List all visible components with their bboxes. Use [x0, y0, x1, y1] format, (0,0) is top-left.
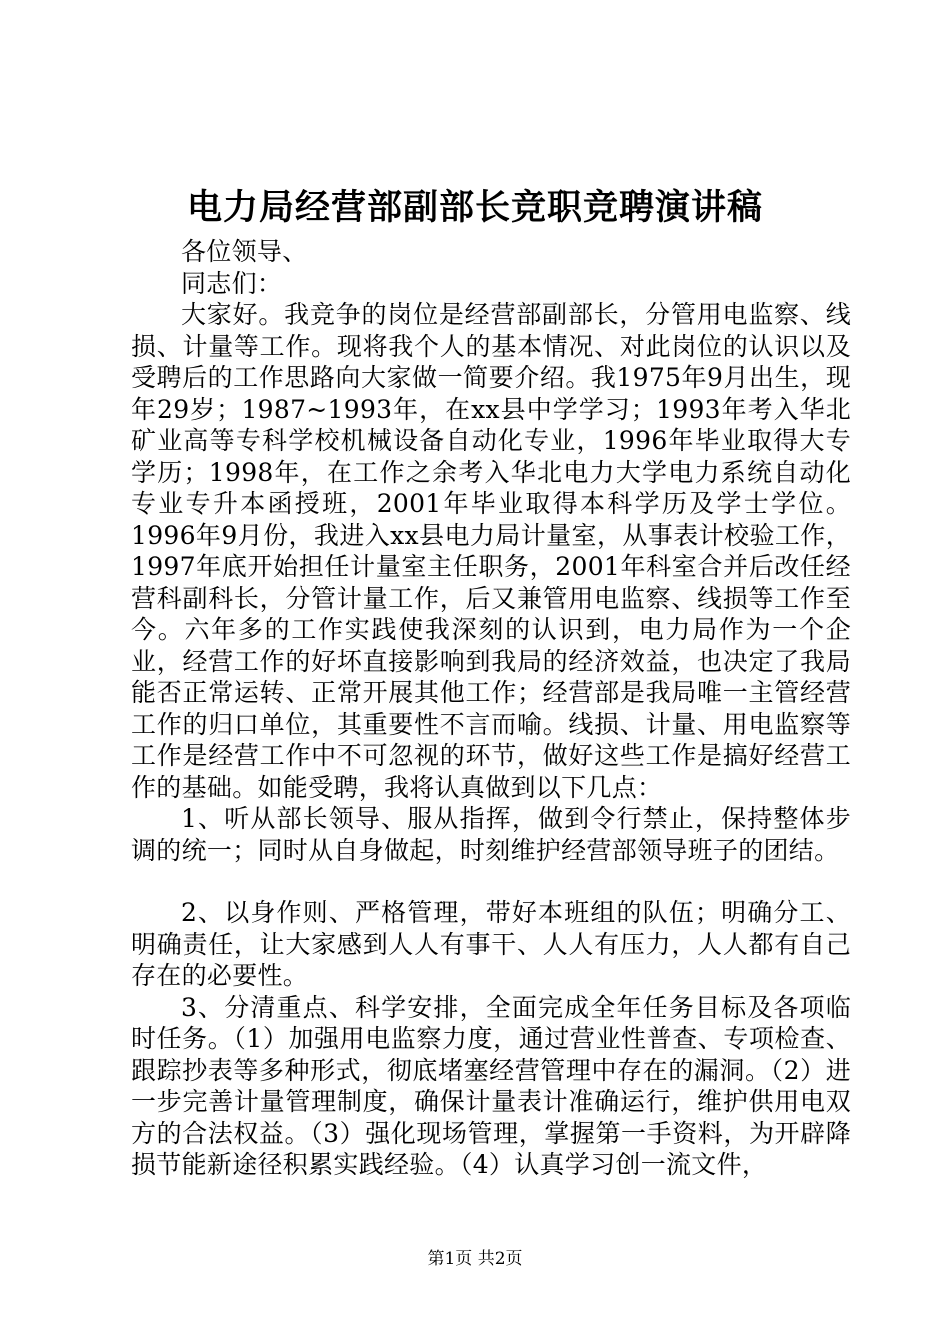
document-body	[131, 236, 851, 1181]
paragraph-intro: 大家好。我竞争的岗位是经营部副部长，分管用电监察、线损、计量等工作。现将我个人的基本情况、对此岗位的认识以及受聘后的工作思路向大家做一简要介绍。我1975年9月出生，现年29岁；1987~1993年，在xx县中学学习；1993年考入华北矿业高等专科学校机械设备自动化专业，1996年毕业取得大专学历；1998年，在工作之余考入华北电力大学电力系统自动化专业专升本函授班，2001年毕业取得本科学历及学士学位。1996年9月份，我进入xx县电力局计量室，从事表计校验工作，1997年底开始担任计量室主任职务，2001年科室合并后改任经营科副科长，分管计量工作，后又兼管用电监察、线损等工作至今。六年多的工作实践使我深刻的认识到，电力局作为一个企业，经营工作的好坏直接影响到我局的经济效益，也决定了我局能否正常运转、正常开展其他工作；经营部是我局唯一主管经营工作的归口单位，其重要性不言而喻。线损、计量、用电监察等工作是经营工作中不可忽视的环节，做好这些工作是搞好经营工作的基础。如能受聘，我将认真做到以下几点：	[131, 300, 851, 802]
paragraph-point-2: 2、以身作则、严格管理，带好本班组的队伍；明确分工、明确责任，让大家感到人人有事干、人人有压力，人人都有自己存在的必要性。	[131, 898, 851, 990]
greeting-comrades: 同志们：	[181, 268, 283, 298]
paragraph-point-3: 3、分清重点、科学安排，全面完成全年任务目标及各项临时任务。（1）加强用电监察力度，通过营业性普查、专项检查、跟踪抄表等多种形式，彻底堵塞经营管理中存在的漏洞。（2）进一步完善计量管理制度，确保计量表计准确运行，维护供用电双方的合法权益。（3）强化现场管理，掌握第一手资料，为开辟降损节能新途径积累实践经验。（4）认真学习创一流文件，	[131, 992, 851, 1179]
page-footer: 第1页 共2页	[427, 1249, 523, 1269]
greeting-leaders: 各位领导、	[181, 237, 308, 266]
paragraph-point-1: 1、听从部长领导、服从指挥，做到令行禁止，保持整体步调的统一；同时从自身做起，时刻维护经营部领导班子的团结。	[131, 804, 851, 865]
document-title: 电力局经营部副部长竞职竞聘演讲稿	[186, 187, 763, 228]
